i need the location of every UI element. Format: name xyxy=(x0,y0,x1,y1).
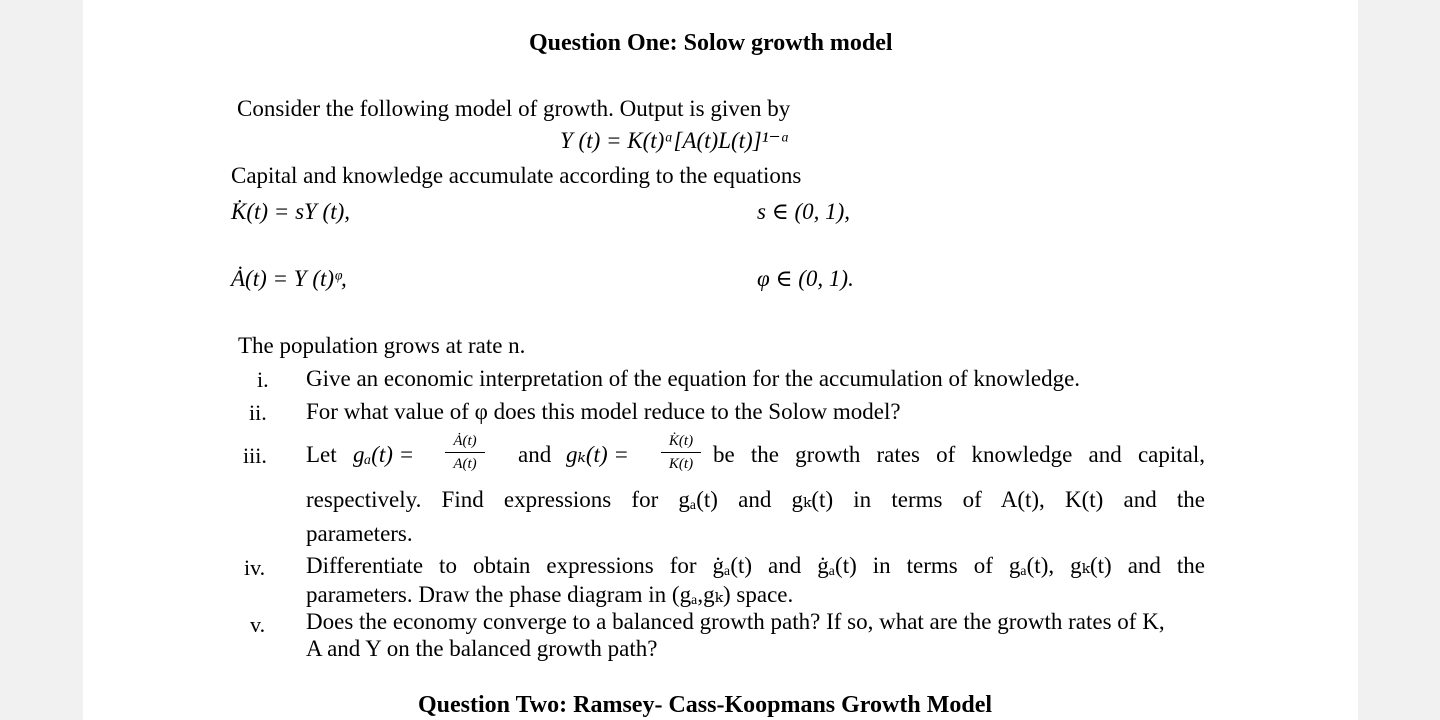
fraction-numerator: Ȧ(t) xyxy=(445,433,485,453)
population-text: The population grows at rate n. xyxy=(238,333,526,358)
item-iii-line3: parameters. xyxy=(306,521,413,546)
item-v-line1: Does the economy converge to a balanced growth path? If so, what are the growth rates of K, xyxy=(306,609,1165,634)
item-iii-and: and xyxy=(518,442,552,467)
knowledge-equation: Ȧ(t) = Y (t)ᵠ, xyxy=(231,266,347,291)
item-iii-line2: respectively. Find expressions for gₐ(t) and gₖ(t) in terms of A(t), K(t) and the xyxy=(306,487,1205,512)
gk-fraction xyxy=(661,433,701,473)
fraction-denominator: A(t) xyxy=(453,456,477,472)
item-iii-tail: be the growth rates of knowledge and capital, xyxy=(713,442,1205,467)
ga-definition-lhs: gₐ(t) = xyxy=(353,442,415,467)
list-number: iii. xyxy=(243,443,267,468)
list-number: v. xyxy=(250,612,266,637)
fraction-numerator: K̇(t) xyxy=(661,433,701,453)
gk-definition-lhs: gₖ(t) = xyxy=(566,442,629,467)
item-v-line2: A and Y on the balanced growth path? xyxy=(306,636,658,661)
intro-text: Consider the following model of growth. Output is given by xyxy=(237,96,791,121)
list-number: i. xyxy=(257,367,269,392)
fraction-denominator: K(t) xyxy=(668,456,694,472)
document-page xyxy=(83,0,1358,720)
ga-fraction xyxy=(445,433,485,473)
list-number: ii. xyxy=(249,400,267,425)
item-iii-let: Let xyxy=(306,442,337,467)
accumulation-text: Capital and knowledge accumulate according to the equations xyxy=(231,163,802,188)
list-item-text: For what value of φ does this model reduce to the Solow model? xyxy=(306,399,901,424)
item-iv-line1: Differentiate to obtain expressions for ġₐ(t) and ġₐ(t) in terms of gₐ(t), gₖ(t) and the xyxy=(306,553,1205,578)
question-one-title: Question One: Solow growth model xyxy=(529,30,893,56)
output-equation: Y (t) = K(t)ᵅ[A(t)L(t)]¹⁻ᵅ xyxy=(560,128,790,153)
list-item-text: Give an economic interpretation of the equation for the accumulation of knowledge. xyxy=(306,366,1081,391)
question-two-title: Question Two: Ramsey- Cass-Koopmans Growth Model xyxy=(418,692,993,718)
capital-condition: s ∈ (0, 1), xyxy=(757,199,851,224)
item-iv-line2: parameters. Draw the phase diagram in (gₐ,gₖ) space. xyxy=(306,582,794,607)
knowledge-condition: φ ∈ (0, 1). xyxy=(757,266,854,291)
capital-equation: K̇(t) = sY (t), xyxy=(231,199,351,224)
list-number: iv. xyxy=(244,555,266,580)
